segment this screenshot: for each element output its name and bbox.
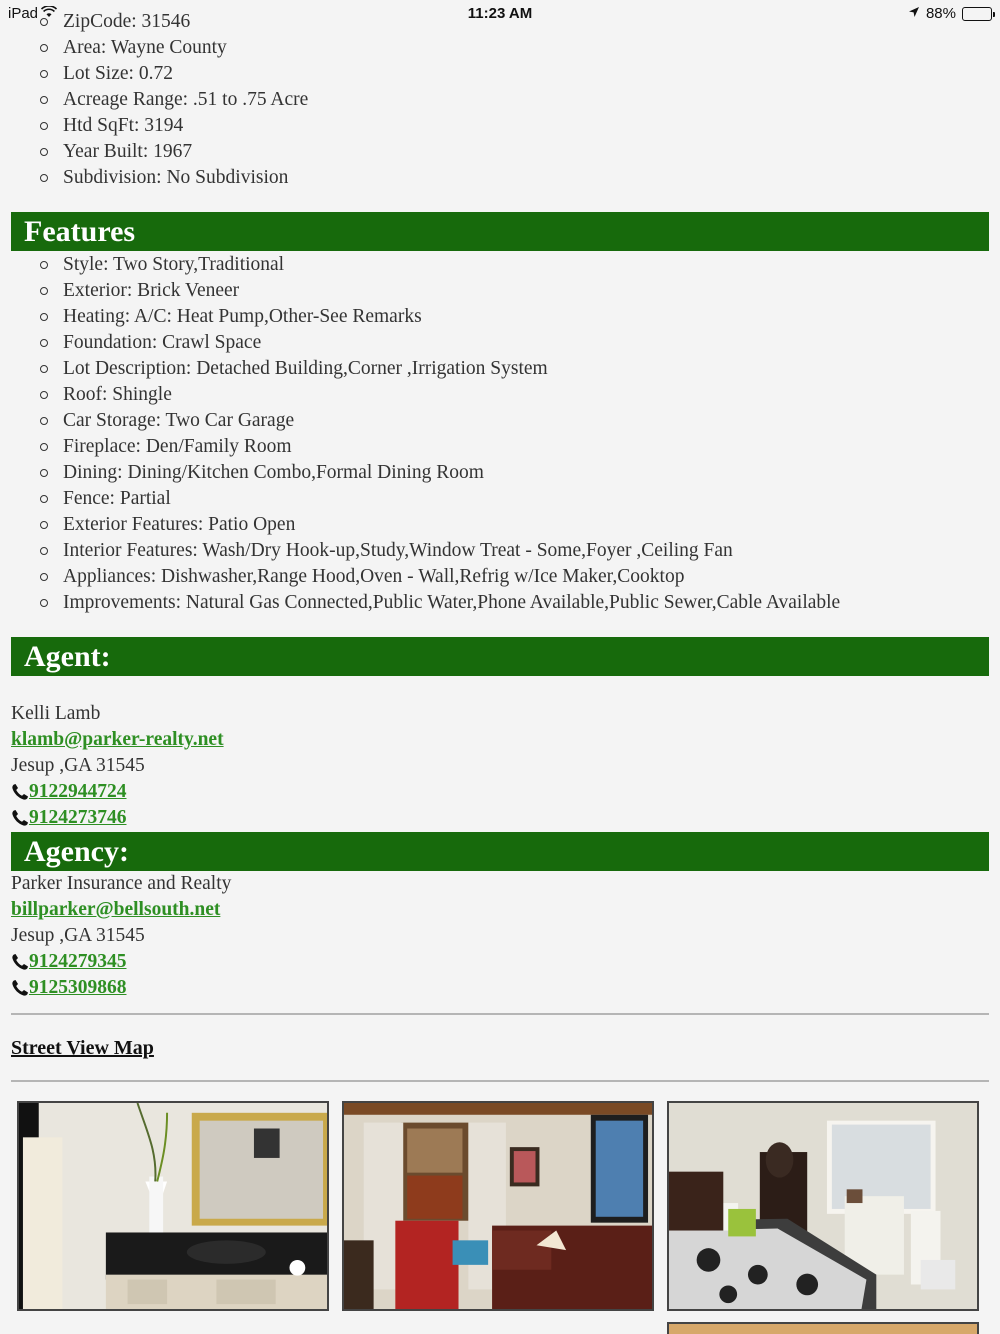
agency-email-link[interactable]: billparker@bellsouth.net xyxy=(11,899,221,920)
photo-gallery xyxy=(17,1101,979,1311)
divider xyxy=(11,1013,989,1015)
list-item: Lot Description: Detached Building,Corner ,Irrigation System xyxy=(40,356,1000,382)
list-item: Subdivision: No Subdivision xyxy=(40,165,1000,191)
phone-icon xyxy=(11,809,29,827)
list-item: Heating: A/C: Heat Pump,Other-See Remarks xyxy=(40,304,1000,330)
agent-email-link[interactable]: klamb@parker-realty.net xyxy=(11,729,224,750)
agency-phone-row xyxy=(11,949,1000,975)
list-item: Dining: Dining/Kitchen Combo,Formal Dining Room xyxy=(40,460,1000,486)
list-item: Fence: Partial xyxy=(40,486,1000,512)
bedroom-photo[interactable] xyxy=(667,1101,979,1311)
agency-phone-1-link[interactable]: 9124279345 xyxy=(29,951,127,972)
property-info-list xyxy=(0,9,1000,191)
list-item: Fireplace: Den/Family Room xyxy=(40,434,1000,460)
list-item: ZipCode: 31546 xyxy=(40,9,1000,35)
battery-percent: 88% xyxy=(925,5,956,22)
status-bar xyxy=(0,0,1000,28)
list-item: Exterior Features: Patio Open xyxy=(40,512,1000,538)
list-item: Year Built: 1967 xyxy=(40,139,1000,165)
agent-name: Kelli Lamb xyxy=(11,703,101,724)
agency-name: Parker Insurance and Realty xyxy=(11,873,232,894)
agency-phone-row xyxy=(11,975,1000,1001)
agent-phone-row xyxy=(11,805,1000,831)
features-heading: Features xyxy=(11,212,989,251)
street-view-map-link[interactable]: Street View Map xyxy=(11,1037,154,1059)
agent-info xyxy=(0,701,1000,831)
list-item: Interior Features: Wash/Dry Hook-up,Study,Window Treat - Some,Foyer ,Ceiling Fan xyxy=(40,538,1000,564)
list-item: Foundation: Crawl Space xyxy=(40,330,1000,356)
agency-info xyxy=(0,871,1000,1001)
agent-heading: Agent: xyxy=(11,637,989,676)
phone-icon xyxy=(11,979,29,997)
device-label: iPad xyxy=(8,5,39,22)
status-time: 11:23 AM xyxy=(467,5,533,22)
bathroom-photo[interactable] xyxy=(17,1101,329,1311)
list-item: Car Storage: Two Car Garage xyxy=(40,408,1000,434)
agency-heading: Agency: xyxy=(11,832,989,871)
status-right xyxy=(908,5,992,22)
features-list xyxy=(0,252,1000,616)
list-item: Roof: Shingle xyxy=(40,382,1000,408)
phone-icon xyxy=(11,783,29,801)
agent-phone-2-link[interactable]: 9124273746 xyxy=(29,807,127,828)
living-room-photo[interactable] xyxy=(342,1101,654,1311)
agent-phone-row xyxy=(11,779,1000,805)
location-arrow-icon xyxy=(908,5,920,22)
list-item: Area: Wayne County xyxy=(40,35,1000,61)
photo-thumbnail-partial[interactable] xyxy=(667,1322,979,1334)
agency-phone-2-link[interactable]: 9125309868 xyxy=(29,977,127,998)
agency-location: Jesup ,GA 31545 xyxy=(11,925,145,946)
list-item: Htd SqFt: 3194 xyxy=(40,113,1000,139)
list-item: Exterior: Brick Veneer xyxy=(40,278,1000,304)
divider xyxy=(11,1080,989,1082)
battery-icon xyxy=(962,7,992,21)
agent-location: Jesup ,GA 31545 xyxy=(11,755,145,776)
agent-phone-1-link[interactable]: 9122944724 xyxy=(29,781,127,802)
list-item: Appliances: Dishwasher,Range Hood,Oven - Wall,Refrig w/Ice Maker,Cooktop xyxy=(40,564,1000,590)
phone-icon xyxy=(11,953,29,971)
list-item: Lot Size: 0.72 xyxy=(40,61,1000,87)
list-item: Style: Two Story,Traditional xyxy=(40,252,1000,278)
list-item: Improvements: Natural Gas Connected,Public Water,Phone Available,Public Sewer,Cable Available xyxy=(40,590,1000,616)
list-item: Acreage Range: .51 to .75 Acre xyxy=(40,87,1000,113)
